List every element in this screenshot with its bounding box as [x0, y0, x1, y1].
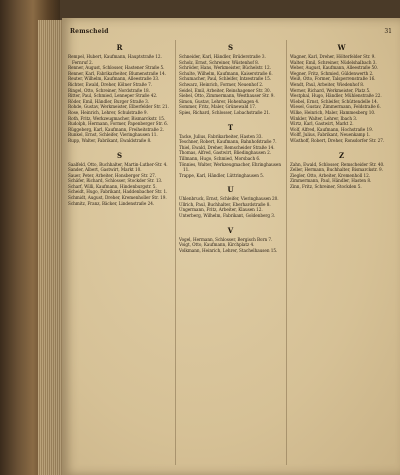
directory-entry: Volkmann, Heinrich, Lehrer, Stachelhausen 15. [179, 247, 278, 253]
directory-entry: Ritter, Paul, Schmied, Lenneper Straße 42. [68, 93, 158, 99]
directory-entry: Schröder, Hans, Werkmeister, Büchelstr. 12. [179, 65, 271, 71]
section-letter: V [227, 225, 234, 235]
directory-entry: Weber, August, Kaufmann, Alleestraße 50. [290, 65, 379, 71]
directory-column-2 [179, 40, 282, 470]
column-rule [286, 40, 287, 465]
directory-entry: Wiesel, Gustav, Zimmermann, Feldstraße 6. [290, 104, 381, 110]
directory-entry: Wegner, Fritz, Schmied, Güldenwerth 2. [290, 70, 374, 76]
directory-entry: Ullrich, Paul, Buchhalter, Eberhardstraße 8. [179, 201, 271, 207]
directory-entry: Saalfeld, Otto, Buchhalter, Martin-Luther-Str. 4. [68, 161, 168, 167]
directory-entry: Schwarz, Heinrich, Former, Neuenhof 2. [179, 81, 264, 87]
directory-entry: Rupp, Walter, Fabrikant, Ewaldstraße 8. [68, 137, 152, 143]
directory-entry: Westphal, Hugo, Händler, Mühlenstraße 22. [290, 93, 382, 99]
directory-entry: Werner, Richard, Werkmeister, Platz 5. [290, 87, 371, 93]
column-rule [175, 40, 176, 465]
section-letter: R [116, 43, 123, 52]
directory-entry: Walter, Emil, Schreiner, Nüdelshalbach 3. [290, 59, 377, 65]
section-gap [179, 219, 282, 223]
directory-entry: Wagner, Karl, Dreher, Hölterfelder Str. 9. [290, 54, 376, 59]
section-gap [179, 116, 282, 120]
directory-entry: Runkel, Ernst, Schleifer, Vieringhausen 11. [68, 132, 158, 138]
directory-entry: Wüsthoff, Robert, Dreher, Ronsdorfer Str. 27. [290, 137, 385, 143]
directory-entry: Sommer, Fritz, Maler, Grünewald 17. [179, 104, 257, 110]
directory-entry: Rose, Heinrich, Lehrer, Schulstraße 9. [68, 109, 148, 115]
directory-entry: Wilke, Heinrich, Maler, Hammesberg 10. [290, 109, 376, 115]
directory-entry: Spies, Richard, Schlosser, Lobachstraße 21. [179, 109, 271, 115]
section-letter: S [116, 150, 123, 160]
directory-column-1 [68, 40, 171, 470]
directory-entry: Weiß, Otto, Former, Talsperrenstraße 16. [290, 76, 376, 82]
directory-entry: Zimmermann, Paul, Händler, Hasten 8. [290, 178, 372, 184]
directory-entry: Wiebel, Ernst, Schleifer, Schüttendelle 14. [290, 98, 379, 104]
directory-entry: Zinn, Fritz, Schreiner, Stockden 5. [290, 183, 362, 189]
directory-entry: Scheidt, Hugo, Fabrikant, Haddenbacher Str. 1. [68, 189, 168, 195]
directory-entry: Schumacher, Paul, Schleifer, Intzestraße 15. [179, 76, 272, 82]
directory-entry: Ungermann, Fritz, Arbeiter, Klausen 12. [179, 207, 263, 213]
directory-entry: Schneider, Karl, Händler, Brüderstraße 3. [179, 54, 266, 59]
page-number: 31 [384, 28, 392, 35]
directory-entry: Schmidt, August, Dreher, Kremenholler Str. 19. [68, 195, 167, 201]
directory-entry: Thiel, Ewald, Dreher, Remscheider Straße 14. [179, 144, 275, 150]
directory-entry: Tacke, Julius, Fabrikarbeiter, Hasten 33. [179, 133, 263, 139]
directory-entry: Rohde, Gustav, Werkmeister, Elberfelder Str. 21. [68, 104, 169, 110]
section-letter: T [227, 122, 234, 132]
section-gap [68, 144, 171, 148]
directory-entry: Richter, Ewald, Dreher, Kölner Straße 7. [68, 81, 152, 87]
directory-entry: Rüggeberg, Karl, Kaufmann, Freiheitstraße 2. [68, 126, 164, 132]
directory-entry: Wirtz, Karl, Gastwirt, Markt 2. [290, 121, 354, 127]
directory-entry: Sander, Albert, Gastwirt, Markt 10. [68, 167, 142, 173]
directory-entry: Rudolph, Hermann, Former, Papenberger Str. 6. [68, 121, 169, 127]
directory-entry: Zahn, Ewald, Schlosser, Remscheider Str. 40. [290, 161, 385, 167]
directory-entry: Tillmann, Hugo, Schmied, Morsbach 6. [179, 155, 261, 161]
directory-entry: Röder, Emil, Händler, Burger Straße 3. [68, 98, 149, 104]
section-gap [179, 253, 282, 257]
directory-entry: Unterberg, Wilhelm, Fabrikant, Goldenberg 3. [179, 213, 276, 219]
directory-entry: Uhlenbruck, Ernst, Schleifer, Vieringhausen 20. [179, 196, 279, 202]
book-page [62, 18, 400, 475]
directory-entry: Renner, Karl, Fabrikarbeiter, Blumenstraße 14. [68, 70, 166, 76]
directory-column-3 [290, 40, 393, 470]
directory-entry: Renner, August, Schlosser, Hastener Straße 5. [68, 65, 165, 71]
directory-entry: Simon, Gustav, Lehrer, Hohenhagen 4. [179, 98, 260, 104]
directory-entry: Winkler, Walter, Lehrer, Ibach 3. [290, 115, 358, 121]
section-gap [68, 206, 171, 210]
directory-entry: Vogel, Hermann, Schlosser, Bergisch Born 7. [179, 236, 273, 242]
section-gap [179, 178, 282, 182]
directory-entry: Rempel, Hubert, Kaufmann, Hauptstraße 12. Fernruf 2. [68, 54, 162, 65]
directory-entry: Wolff, Julius, Fabrikant, Neuenkamp 1. [290, 132, 371, 138]
directory-entry: Trappe, Karl, Händler, Lüttringhausen 5. [179, 172, 265, 178]
directory-entry: Scholz, Ernst, Schreiner, Wüstenhof 8. [179, 59, 260, 65]
directory-entry: Siebel, Otto, Zimmermann, Westhauser Str. 9. [179, 93, 275, 99]
directory-entry: Tönnies, Walter, Werkzeugmacher, Ehringhausen 11. [179, 161, 281, 173]
page-header-title: Remscheid [70, 28, 109, 35]
directory-entry: Seidel, Emil, Arbeiter, Reinshagener Str. 30. [179, 87, 271, 93]
section-gap [290, 189, 393, 193]
section-letter: S [227, 43, 234, 52]
directory-entry: Wolf, Alfred, Kaufmann, Hochstraße 19. [290, 126, 373, 132]
directory-entry: Ziegler, Otto, Arbeiter, Kremenholl 12. [290, 172, 370, 178]
directory-entry: Schulte, Wilhelm, Kaufmann, Kaiserstraße 6. [179, 70, 273, 76]
directory-entry: Sauer, Peter, Arbeiter, Honsberger Str. 27. [68, 172, 157, 178]
directory-entry: Voigt, Otto, Kaufmann, Kirchplatz 4. [179, 242, 255, 248]
directory-entry: Reuter, Wilhelm, Kaufmann, Alleestraße 33. [68, 76, 160, 82]
directory-entry: Schmitz, Franz, Bäcker, Lindenstraße 24. [68, 200, 155, 206]
directory-entry: Ringel, Otto, Schreiner, Nordstraße 18. [68, 87, 150, 93]
section-gap [290, 144, 393, 148]
section-letter: W [337, 43, 346, 52]
directory-entry: Thomas, Alfred, Gastwirt, Bliedinghausen 2. [179, 150, 271, 156]
directory-entry: Scharf, Willi, Kaufmann, Hindenburgstr. 5. [68, 183, 157, 189]
directory-entry: Wendt, Paul, Arbeiter, Wiedenhof 8. [290, 81, 365, 87]
directory-entry: Schäfer, Richard, Schlosser, Stockder Str. 13. [68, 178, 163, 184]
directory-entry: Zeller, Hermann, Buchhalter, Bismarckstr. 9. [290, 167, 383, 173]
section-letter: Z [338, 150, 345, 160]
directory-entry: Teschner, Robert, Kaufmann, Bahnhofstraße 7. [179, 139, 277, 145]
directory-entry: Roth, Fritz, Werkzeugmacher, Bismarckstr. 15. [68, 115, 166, 121]
section-letter: U [227, 185, 234, 195]
